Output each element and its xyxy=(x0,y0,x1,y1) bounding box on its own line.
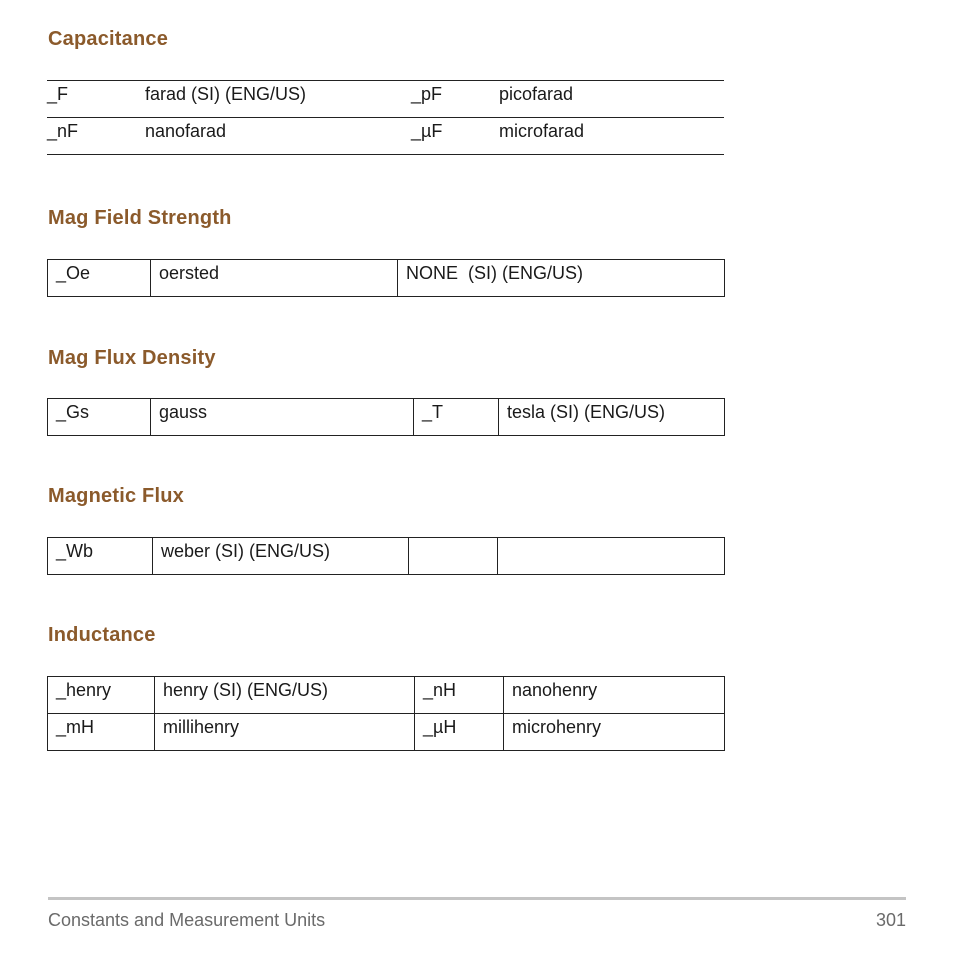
footer-chapter-title: Constants and Measurement Units xyxy=(48,910,326,930)
inductance-table xyxy=(47,676,725,751)
unit-symbol: _µF xyxy=(411,118,499,155)
unit-description: farad (SI) (ENG/US) xyxy=(145,84,307,104)
unit-symbol: _nF xyxy=(47,118,145,155)
table-row xyxy=(48,538,725,575)
unit-description: microhenry xyxy=(504,714,725,751)
unit-symbol: _Wb xyxy=(48,538,153,575)
section-heading-mag-flux-density: Mag Flux Density xyxy=(48,347,216,369)
footer-divider xyxy=(48,897,906,900)
unit-description: millihenry xyxy=(155,714,415,751)
unit-description: microfarad xyxy=(499,118,724,155)
footer-page-number: 301 xyxy=(875,910,906,930)
table-row xyxy=(47,118,724,155)
unit-note: NONE (SI) (ENG/US) xyxy=(398,260,725,297)
unit-symbol: _nH xyxy=(415,677,504,714)
unit-description: henry (SI) (ENG/US) xyxy=(155,677,415,714)
section-heading-magnetic-flux: Magnetic Flux xyxy=(48,485,184,507)
unit-symbol: _T xyxy=(414,399,499,436)
unit-symbol: _F xyxy=(47,84,69,104)
unit-symbol: _Gs xyxy=(48,399,151,436)
unit-description: gauss xyxy=(151,399,414,436)
table-row xyxy=(48,714,725,751)
empty-cell xyxy=(498,538,725,575)
table-row xyxy=(48,677,725,714)
table-row xyxy=(48,260,725,297)
unit-symbol: _µH xyxy=(415,714,504,751)
unit-description: tesla (SI) (ENG/US) xyxy=(499,399,725,436)
unit-symbol: _pF xyxy=(411,84,443,104)
unit-description: nanohenry xyxy=(504,677,725,714)
unit-symbol: _henry xyxy=(48,677,155,714)
section-heading-mag-field-strength: Mag Field Strength xyxy=(48,207,232,229)
unit-description: weber (SI) (ENG/US) xyxy=(153,538,409,575)
mag-field-strength-table xyxy=(47,259,725,297)
unit-description: nanofarad xyxy=(145,118,411,155)
unit-description: oersted xyxy=(151,260,398,297)
unit-symbol: _mH xyxy=(48,714,155,751)
table-row xyxy=(48,399,725,436)
section-heading-capacitance: Capacitance xyxy=(48,28,169,50)
magnetic-flux-table xyxy=(47,537,725,575)
capacitance-table xyxy=(47,80,724,155)
section-heading-inductance: Inductance xyxy=(48,624,156,646)
empty-cell xyxy=(409,538,498,575)
unit-symbol: _Oe xyxy=(48,260,151,297)
unit-description: picofarad xyxy=(499,84,574,104)
mag-flux-density-table xyxy=(47,398,725,436)
table-row xyxy=(47,81,724,118)
